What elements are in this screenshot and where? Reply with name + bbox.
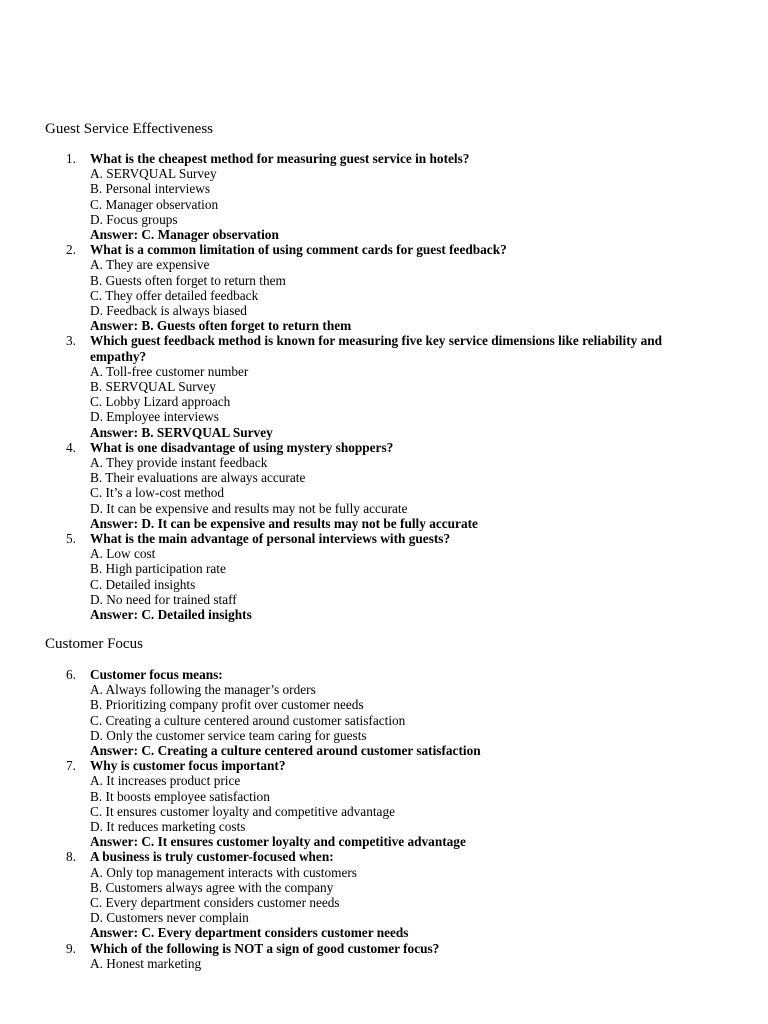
question-item (0, 151, 768, 242)
answer-option: B. Prioritizing company profit over customer needs (90, 697, 364, 713)
answer-option: C. Lobby Lizard approach (90, 394, 231, 410)
question-item (0, 242, 768, 333)
question-text: Why is customer focus important? (90, 758, 286, 774)
correct-answer: Answer: B. SERVQUAL Survey (90, 424, 273, 440)
answer-option: B. Customers always agree with the company (90, 879, 334, 895)
question-text: Which of the following is NOT a sign of good customer focus? (90, 940, 440, 956)
answer-option: D. No need for trained staff (90, 591, 237, 607)
answer-option: B. Personal interviews (90, 181, 211, 197)
question-item (0, 667, 768, 758)
question-text: Which guest feedback method is known for measuring five key service dimensions like reliability and empathy? (90, 333, 663, 364)
section-heading-customer-focus: Customer Focus (45, 636, 143, 652)
correct-answer: Answer: C. Manager observation (90, 227, 279, 243)
question-item (0, 440, 768, 531)
question-list-guest-service (0, 151, 768, 622)
question-number: 2. (66, 242, 76, 258)
answer-option: B. SERVQUAL Survey (90, 379, 216, 395)
section-heading-guest-service: Guest Service Effectiveness (45, 121, 213, 137)
question-number: 4. (66, 439, 76, 455)
question-text: What is one disadvantage of using mystery shoppers? (90, 439, 394, 455)
answer-option: B. Their evaluations are always accurate (90, 470, 306, 486)
question-number: 6. (66, 667, 76, 682)
answer-option: D. It can be expensive and results may not be fully accurate (90, 500, 408, 516)
answer-option: C. It ensures customer loyalty and competitive advantage (90, 803, 395, 819)
correct-answer: Answer: C. Creating a culture centered around customer satisfaction (90, 743, 481, 759)
answer-option: A. They are expensive (90, 257, 210, 273)
answer-option: D. Employee interviews (90, 409, 219, 425)
answer-option: A. Always following the manager’s orders (90, 682, 316, 698)
correct-answer: Answer: C. It ensures customer loyalty and competitive advantage (90, 834, 466, 850)
answer-option: A. Toll-free customer number (90, 363, 249, 379)
question-item (0, 941, 768, 971)
answer-option: D. Customers never complain (90, 910, 249, 926)
answer-option: A. Honest marketing (90, 955, 202, 971)
question-number: 5. (66, 531, 76, 547)
question-number: 9. (66, 940, 76, 956)
answer-option: B. Guests often forget to return them (90, 272, 286, 288)
answer-option: B. It boosts employee satisfaction (90, 788, 270, 804)
correct-answer: Answer: C. Every department considers customer needs (90, 925, 409, 941)
question-item (0, 849, 768, 940)
correct-answer: Answer: B. Guests often forget to return them (90, 318, 352, 334)
question-number: 7. (66, 758, 76, 774)
question-list-customer-focus (0, 667, 768, 971)
question-text: What is the main advantage of personal interviews with guests? (90, 531, 451, 547)
answer-option: D. Feedback is always biased (90, 303, 247, 319)
answer-option: A. They provide instant feedback (90, 455, 268, 471)
answer-option: C. It’s a low-cost method (90, 485, 225, 501)
answer-option: D. Only the customer service team caring for guests (90, 727, 367, 743)
question-text: A business is truly customer-focused when: (90, 849, 334, 865)
question-number: 1. (66, 151, 76, 166)
answer-option: C. Manager observation (90, 196, 219, 212)
question-number: 3. (66, 333, 76, 349)
correct-answer: Answer: C. Detailed insights (90, 607, 252, 623)
answer-option: C. Creating a culture centered around customer satisfaction (90, 712, 406, 728)
answer-option: A. SERVQUAL Survey (90, 166, 217, 182)
answer-option: B. High participation rate (90, 561, 226, 577)
question-item (0, 531, 768, 622)
correct-answer: Answer: D. It can be expensive and results may not be fully accurate (90, 515, 478, 531)
question-item (0, 758, 768, 849)
question-text: Customer focus means: (90, 667, 223, 682)
question-number: 8. (66, 849, 76, 865)
question-text: What is the cheapest method for measuring guest service in hotels? (90, 151, 470, 166)
answer-option: A. Only top management interacts with customers (90, 864, 357, 880)
answer-option: A. It increases product price (90, 773, 241, 789)
answer-option: D. Focus groups (90, 211, 178, 227)
answer-option: C. Detailed insights (90, 576, 196, 592)
answer-option: C. Every department considers customer needs (90, 895, 340, 911)
answer-option: D. It reduces marketing costs (90, 819, 246, 835)
question-text: What is a common limitation of using comment cards for guest feedback? (90, 242, 507, 258)
answer-option: A. Low cost (90, 546, 156, 562)
answer-option: C. They offer detailed feedback (90, 287, 259, 303)
question-item (0, 333, 768, 439)
